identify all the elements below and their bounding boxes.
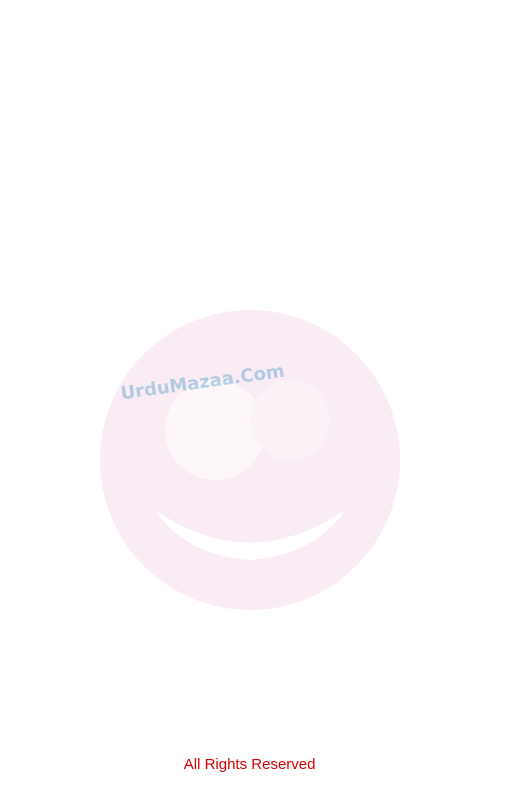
article-headline (10, 8, 510, 38)
article-paragraph-2 (10, 652, 510, 674)
article-paragraph-3 (10, 680, 510, 744)
article-body (10, 44, 510, 744)
footer-copyright (10, 754, 504, 775)
footer-copyright-english: All Rights Reserved (183, 756, 316, 773)
watermark-text: UrduMazaa.Com (119, 360, 286, 405)
article-paragraph-1 (10, 44, 510, 646)
